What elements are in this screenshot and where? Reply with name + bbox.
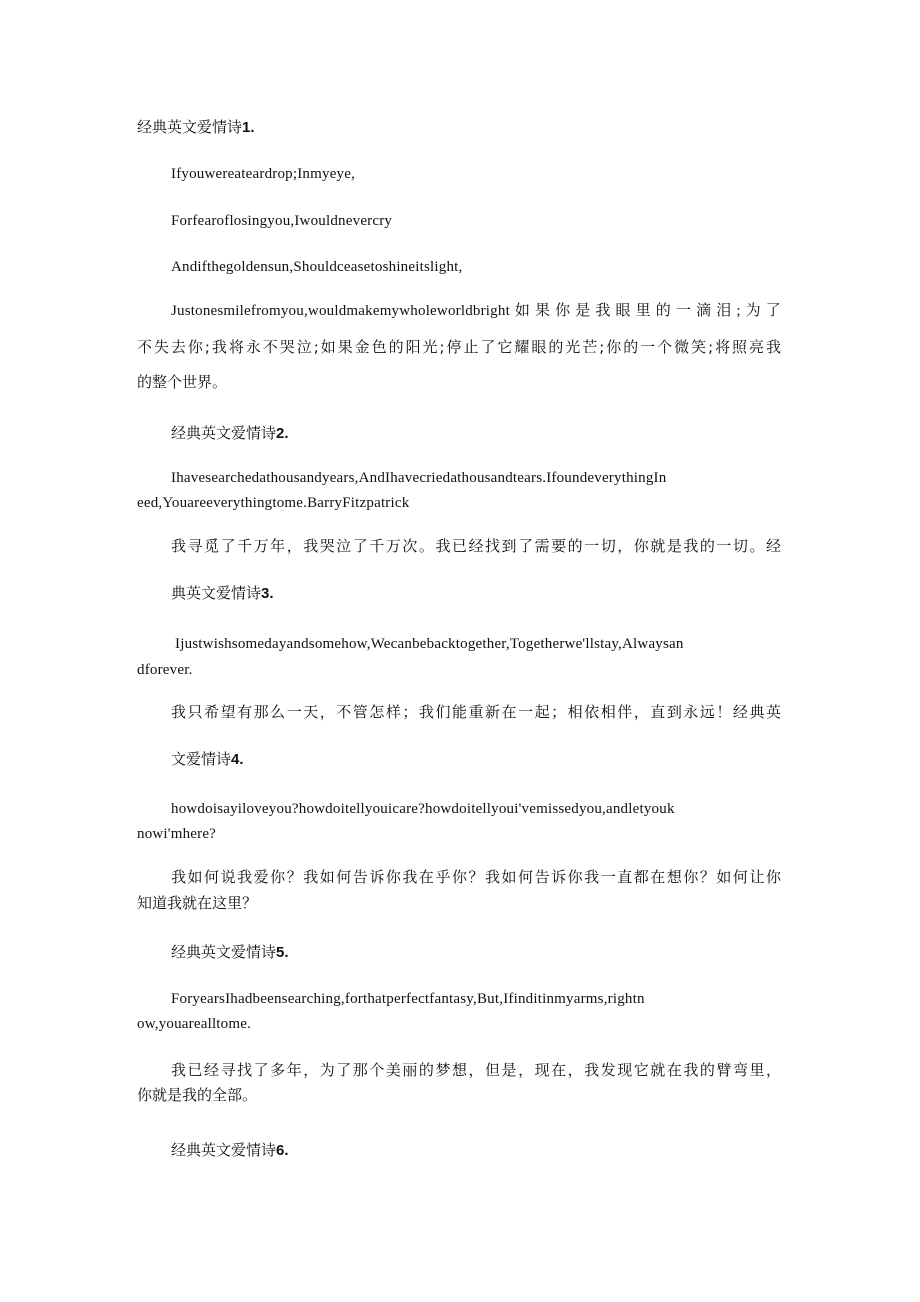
heading-text: 文爱情诗 bbox=[171, 750, 232, 768]
poem-heading-4 bbox=[171, 747, 781, 771]
poem-line: ForyearsIhadbeensearching,forthatperfectfantasy,But,Ifinditinmyarms,rightn bbox=[171, 991, 645, 1007]
translation-line: 我寻觅了千万年，我哭泣了千万次。我已经找到了需要的一切，你就是我的一切。经 bbox=[171, 537, 781, 555]
poem-heading-1 bbox=[137, 115, 781, 139]
heading-number: 6. bbox=[276, 1142, 289, 1159]
heading-text: 典英文爱情诗 bbox=[171, 584, 262, 602]
poem-line: nowi'mhere? bbox=[137, 826, 217, 842]
translation-line: 你就是我的全部。 bbox=[137, 1086, 258, 1104]
translation-line: 我如何说我爱你？我如何告诉你我在乎你？我如何告诉你我一直都在想你？如何让你 bbox=[171, 868, 781, 886]
poem-heading-3 bbox=[171, 581, 781, 605]
heading-text: 经典英文爱情诗 bbox=[171, 424, 277, 442]
poem-line: Ifyouwereateardrop;Inmyeye, bbox=[171, 166, 356, 182]
heading-number: 1. bbox=[242, 119, 255, 136]
poem-heading-6 bbox=[171, 1138, 781, 1162]
poem-line: howdoisayiloveyou?howdoitellyouicare?howdoitellyoui'vemissedyou,andletyouk bbox=[171, 801, 675, 817]
poem-line: Ihavesearchedathousandyears,AndIhavecriedathousandtears.IfoundeverythingIn bbox=[171, 470, 667, 486]
translation-line: 的整个世界。 bbox=[137, 373, 228, 391]
poem-line: Forfearoflosingyou,Iwouldnevercry bbox=[171, 213, 393, 229]
poem-line: Justonesmilefromyou,wouldmakemywholeworldbright如果你是我眼里的一滴泪;为了 bbox=[171, 303, 781, 319]
heading-number: 5. bbox=[276, 944, 289, 961]
translation-line: 我已经寻找了多年，为了那个美丽的梦想，但是，现在，我发现它就在我的臂弯里， bbox=[171, 1061, 781, 1079]
heading-text: 经典英文爱情诗 bbox=[171, 1141, 277, 1159]
poem-heading-5 bbox=[171, 940, 781, 964]
poem-line: ow,youarealltome. bbox=[137, 1016, 252, 1032]
poem-line: Ijustwishsomedayandsomehow,Wecanbebacktogether,Togetherwe'llstay,Alwaysan bbox=[175, 636, 684, 652]
heading-text: 经典英文爱情诗 bbox=[171, 943, 277, 961]
heading-number: 2. bbox=[276, 425, 289, 442]
poem-line: eed,Youareeverythingtome.BarryFitzpatrick bbox=[137, 495, 410, 511]
translation-line: 不失去你;我将永不哭泣;如果金色的阳光;停止了它耀眼的光芒;你的一个微笑;将照亮我 bbox=[137, 338, 781, 356]
heading-text: 经典英文爱情诗 bbox=[137, 118, 243, 136]
poem-line: dforever. bbox=[137, 662, 193, 678]
poem-heading-2 bbox=[171, 421, 781, 445]
poem-line: Andifthegoldensun,Shouldceasetoshineitslight, bbox=[171, 259, 463, 275]
translation-line: 我只希望有那么一天，不管怎样；我们能重新在一起；相依相伴，直到永远！经典英 bbox=[171, 703, 781, 721]
translation-line: 知道我就在这里？ bbox=[137, 894, 258, 912]
heading-number: 4. bbox=[231, 751, 244, 768]
heading-number: 3. bbox=[261, 585, 274, 602]
